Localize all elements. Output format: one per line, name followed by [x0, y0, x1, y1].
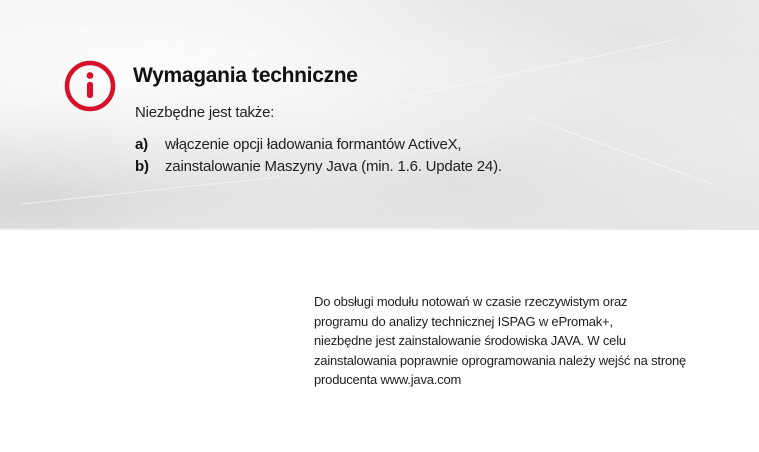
- requirements-subtitle: Niezbędne jest także:: [135, 104, 275, 121]
- note-line: zainstalowania poprawnie oprogramowania należy wejść na stronę: [314, 352, 687, 368]
- requirements-title: Wymagania techniczne: [133, 64, 358, 87]
- java-install-note: [314, 292, 734, 390]
- note-line: programu do analizy technicznej ISPAG w ePromak+,: [314, 313, 613, 329]
- paper-crease: [21, 176, 280, 204]
- note-line: producenta www.java.com: [314, 372, 462, 387]
- list-item-marker: b): [135, 158, 149, 175]
- list-item-text: włączenie opcji ładowania formantów ActiveX,: [165, 136, 462, 153]
- info-icon: [64, 60, 116, 112]
- list-item-marker: a): [135, 136, 148, 153]
- note-line: Do obsługi modułu notowań w czasie rzeczywistym oraz: [314, 294, 628, 309]
- list-item: [135, 136, 502, 158]
- list-item: [135, 158, 502, 180]
- note-line: niezbędne jest zainstalowanie środowiska JAVA. W celu: [314, 333, 626, 348]
- paper-crease: [383, 39, 677, 102]
- requirements-list: [135, 136, 502, 180]
- paper-crease: [526, 116, 714, 185]
- list-item-text: zainstalowanie Maszyny Java (min. 1.6. Update 24).: [165, 158, 502, 175]
- paper-crease: [41, 25, 259, 57]
